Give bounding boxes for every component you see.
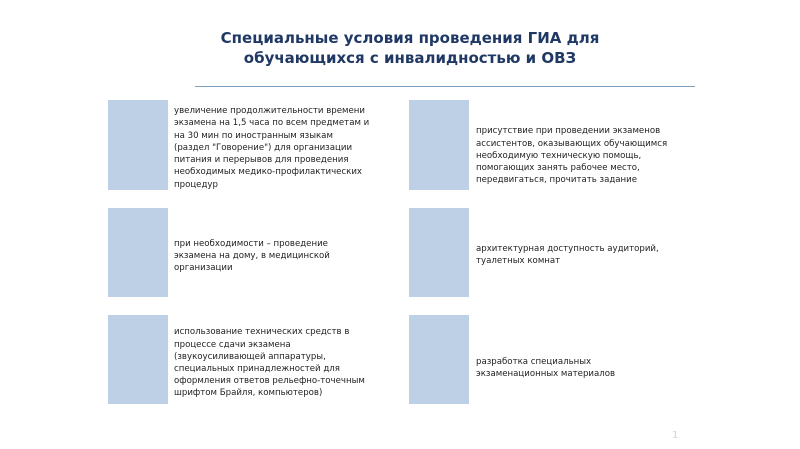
condition-text-4: архитектурная доступность аудиторий, туалетных комнат <box>476 243 659 266</box>
condition-marker-1 <box>108 100 168 190</box>
slide-title <box>140 28 680 68</box>
slide-title-line-2: обучающихся с инвалидностью и ОВЗ <box>243 49 577 67</box>
condition-item-4 <box>476 241 716 269</box>
title-divider <box>195 86 695 87</box>
condition-item-2 <box>476 124 716 188</box>
condition-marker-5 <box>108 315 168 404</box>
condition-item-5 <box>174 325 399 401</box>
page-number: 1 <box>672 430 679 441</box>
condition-text-3: при необходимости – проведение экзамена на дому, в медицинской организации <box>174 238 330 274</box>
condition-text-2: присутствие при проведении экзаменов ассистентов, оказывающих обучающимся необходимую техническую помощь, помогающих занять рабочее место, передвигаться, прочитать задание <box>476 126 668 186</box>
condition-marker-6 <box>409 315 469 404</box>
condition-text-5: использование технических средств в процессе сдачи экзамена (звукоусиливающей аппаратуры, специальных принадлежностей для оформления ответов рельефно-точечным шрифтом Брайля, компьютеров) <box>174 327 365 399</box>
condition-item-1 <box>174 100 399 196</box>
condition-text-6: разработка специальных экзаменационных материалов <box>476 356 616 379</box>
condition-marker-4 <box>409 208 469 297</box>
slide-title-line-1: Специальные условия проведения ГИА для <box>220 29 600 47</box>
condition-text-1: увеличение продолжительности времени экзамена на 1,5 часа по всем предметам и на 30 мин по иностранным языкам (раздел "Говорение") для организации питания и перерывов для проведения необходимых медико-профилактических процедур <box>174 106 370 190</box>
condition-item-6 <box>476 354 716 382</box>
condition-marker-2 <box>409 100 469 190</box>
condition-marker-3 <box>108 208 168 297</box>
condition-item-3 <box>174 236 399 276</box>
